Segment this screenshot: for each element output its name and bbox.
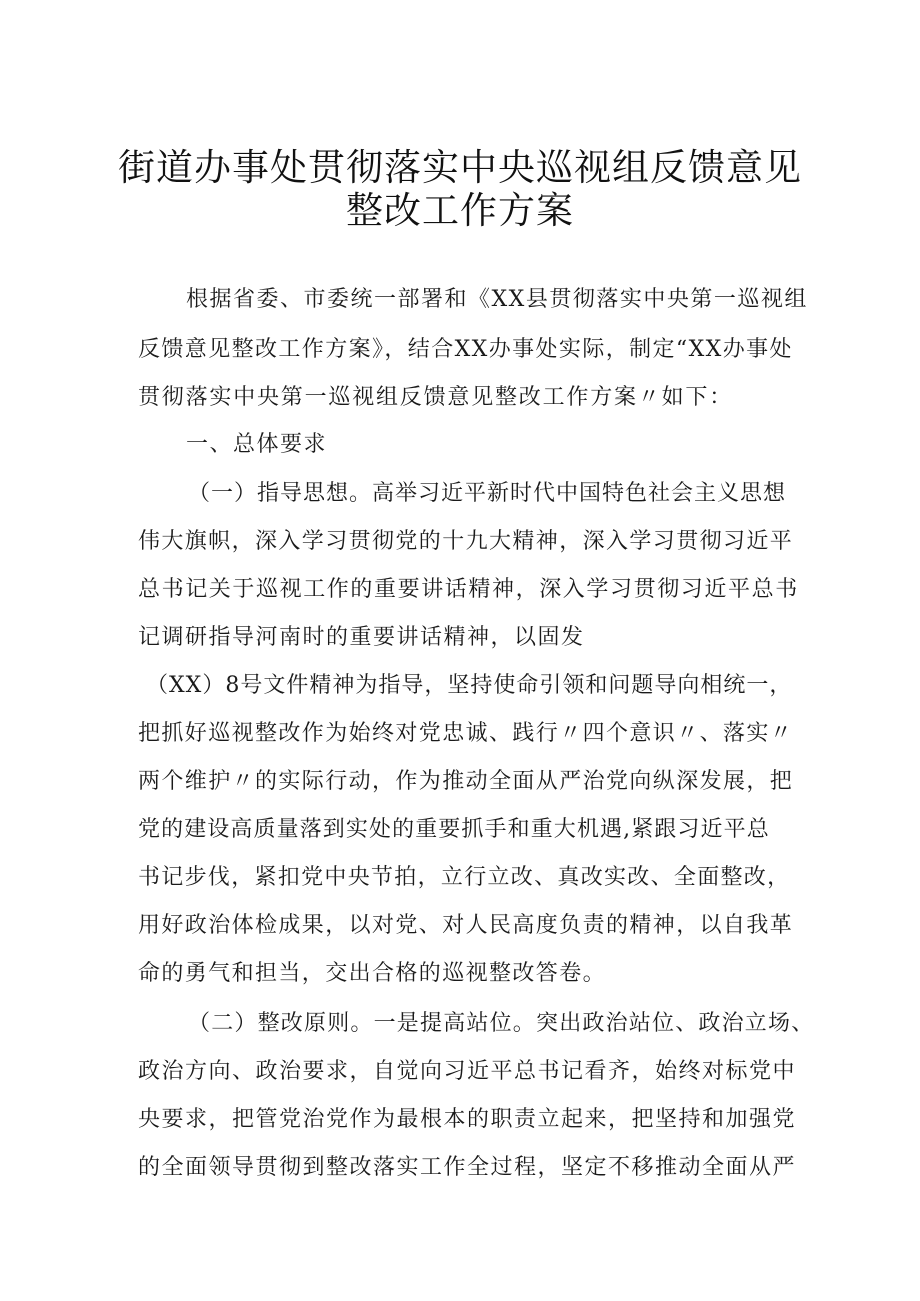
paragraph-line: 伟大旗帜，深入学习贯彻党的十九大精神，深入学习贯彻习近平 [138,529,794,554]
paragraph-line: 书记步伐，紧扣党中央节拍，立行立改、真改实改、全面整改， [138,865,791,890]
paragraph-line: 把抓好巡视整改作为始终对党忠诚、践行〃四个意识〃、落实〃 [138,721,794,746]
paragraph-line: 贯彻落实中央第一巡视组反馈意见整改工作方案〃如下： [138,385,734,410]
paragraph-line: 两个维护〃的实际行动，作为推动全面从严治党向纵深发展，把 [138,769,794,794]
paragraph-line: 总书记关于巡视工作的重要讲话精神，深入学习贯彻习近平总书 [138,577,799,602]
document-title-line-2: 整改工作方案 [346,189,574,232]
paragraph-line: （一）指导思想。高举习近平新时代中国特色社会主义思想 [188,481,787,506]
paragraph-line: 的全面领导贯彻到整改落实工作全过程，坚定不移推动全面从严 [138,1155,797,1180]
paragraph-line: 用好政治体检成果，以对党、对人民高度负责的精神，以自我革 [138,913,794,938]
paragraph-line: 命的勇气和担当，交出合格的巡视整改答卷。 [138,961,607,986]
paragraph-line: 反馈意见整改工作方案》，结合XX办事处实际，制定“XX办事处 [138,337,793,362]
paragraph-line: 记调研指导河南时的重要讲话精神，以固发 [138,625,585,650]
paragraph-line: 政治方向、政治要求，自觉向习近平总书记看齐，始终对标党中 [138,1059,797,1084]
paragraph-line: 央要求，把管党治党作为最根本的职责立起来，把坚持和加强党 [138,1107,797,1132]
paragraph-line: 根据省委、市委统一部署和《XX县贯彻落实中央第一巡视组 [186,287,808,312]
paragraph-line: （XX）8号文件精神为指导，坚持使命引领和问题导向相统一， [146,673,793,698]
paragraph-line: （二）整改原则。一是提高站位。突出政治站位、政治立场、 [188,1011,815,1036]
section-heading: 一、总体要求 [186,432,328,457]
paragraph-line: 党的建设高质量落到实处的重要抓手和重大机遇,紧跟习近平总 [138,817,770,842]
document-title-line-1: 街道办事处贯彻落实中央巡视组反馈意见 [118,146,802,189]
